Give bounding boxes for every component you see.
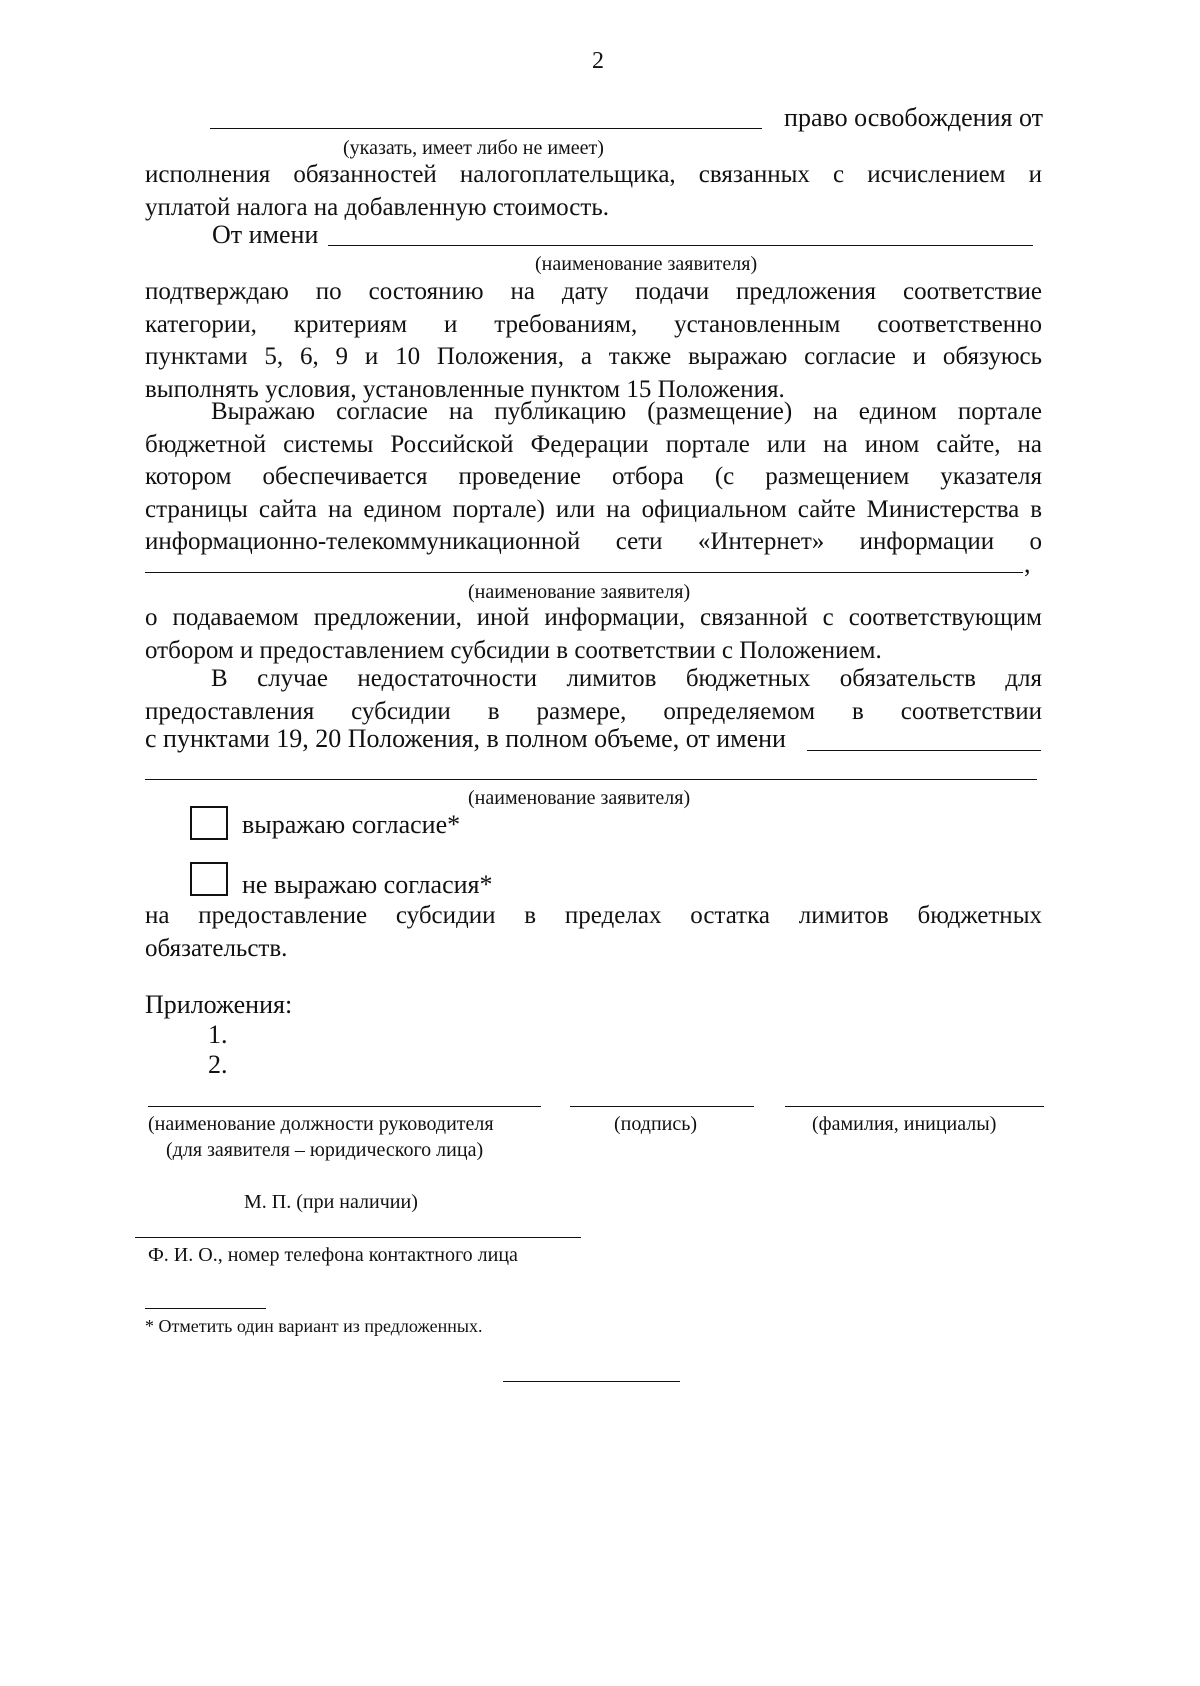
signature-line	[570, 1106, 754, 1107]
consent-checkbox[interactable]	[190, 806, 228, 840]
end-of-document-line	[503, 1381, 680, 1382]
page-number: 2	[592, 48, 604, 74]
blank-line-applicant-name-2	[145, 572, 1023, 573]
block5-line: на предоставление субсидии в пределах остатка лимитов бюджетных	[145, 902, 1042, 929]
block1-paragraph	[145, 159, 1042, 224]
consent-option-label: выражаю согласие*	[242, 810, 461, 839]
contact-line	[135, 1237, 581, 1238]
block1-line: исполнения обязанностей налогоплательщика, связанных с исчислением и	[145, 161, 1042, 188]
applicant-note-2: (наименование заявителя)	[468, 581, 691, 603]
block3-line: бюджетной системы Российской Федерации портале или на ином сайте, на	[145, 430, 1042, 458]
no-consent-checkbox[interactable]	[190, 862, 228, 896]
exemption-right-text: право освобождения от	[784, 103, 1043, 132]
name-note: (фамилия, инициалы)	[812, 1113, 997, 1135]
position-note-2: (для заявителя – юридического лица)	[166, 1139, 484, 1161]
footnote-separator	[145, 1308, 266, 1309]
applicant-note-3: (наименование заявителя)	[468, 787, 691, 809]
block4-line: В случае недостаточности лимитов бюджетных обязательств для	[211, 665, 1042, 692]
block3-after-line: отбором и предоставлением субсидии в соответствии с Положением.	[145, 636, 882, 664]
block5-paragraph	[145, 900, 1042, 965]
block3-paragraph	[145, 396, 1042, 559]
blank-line-applicant-name	[328, 245, 1033, 246]
no-consent-option-label: не выражаю согласия*	[242, 870, 493, 899]
exemption-note: (указать, имеет либо не имеет)	[343, 137, 604, 159]
block3-line: котором обеспечивается проведение отбора (с размещением указателя	[145, 463, 1042, 490]
block3-after-line: о подаваемом предложении, иной информации, связанной с соответствующим	[145, 604, 1042, 631]
contact-note: Ф. И. О., номер телефона контактного лица	[148, 1244, 518, 1266]
name-line	[785, 1106, 1044, 1107]
attachment-item: 1.	[208, 1020, 228, 1049]
block4-line: предоставления субсидии в размере, определяемом в соответствии	[145, 697, 1042, 725]
block2-line: пунктами 5, 6, 9 и 10 Положения, а также выражаю согласие и обязуюсь	[145, 343, 1042, 370]
position-note: (наименование должности руководителя	[148, 1113, 494, 1135]
attachments-title: Приложения:	[145, 990, 293, 1019]
stamp-label: М. П. (при наличии)	[244, 1191, 418, 1213]
trailing-comma: ,	[1024, 549, 1031, 578]
block4-last-line: с пунктами 19, 20 Положения, в полном объеме, от имени	[145, 724, 786, 753]
block2-line: выполнять условия, установленные пунктом 15 Положения.	[145, 375, 785, 403]
block2-paragraph	[145, 276, 1042, 406]
on-behalf-label: От имени	[212, 220, 319, 249]
block3-line: страницы сайта на едином портале) или на официальном сайте Министерства в	[145, 495, 1042, 523]
blank-line-applicant-name-3a	[807, 750, 1041, 751]
attachment-item: 2.	[208, 1050, 228, 1079]
footnote-text: * Отметить один вариант из предложенных.	[145, 1316, 483, 1336]
block3-line: Выражаю согласие на публикацию (размещение) на едином портале	[211, 398, 1042, 425]
block4-paragraph	[145, 663, 1042, 728]
position-line	[148, 1106, 541, 1107]
block2-line: подтверждаю по состоянию на дату подачи предложения соответствие	[145, 278, 1042, 305]
blank-line-applicant-name-3b	[145, 779, 1037, 780]
applicant-note-1: (наименование заявителя)	[535, 253, 758, 275]
block3-line: информационно-телекоммуникационной сети «Интернет» информации о	[145, 528, 1042, 555]
block3-after-paragraph	[145, 602, 1042, 667]
block2-line: категории, критериям и требованиям, установленным соответственно	[145, 310, 1042, 338]
blank-line-tax-exemption	[210, 128, 762, 129]
signature-note: (подпись)	[614, 1113, 698, 1135]
block5-line: обязательств.	[145, 934, 288, 962]
block1-line: уплатой налога на добавленную стоимость.	[145, 193, 609, 221]
